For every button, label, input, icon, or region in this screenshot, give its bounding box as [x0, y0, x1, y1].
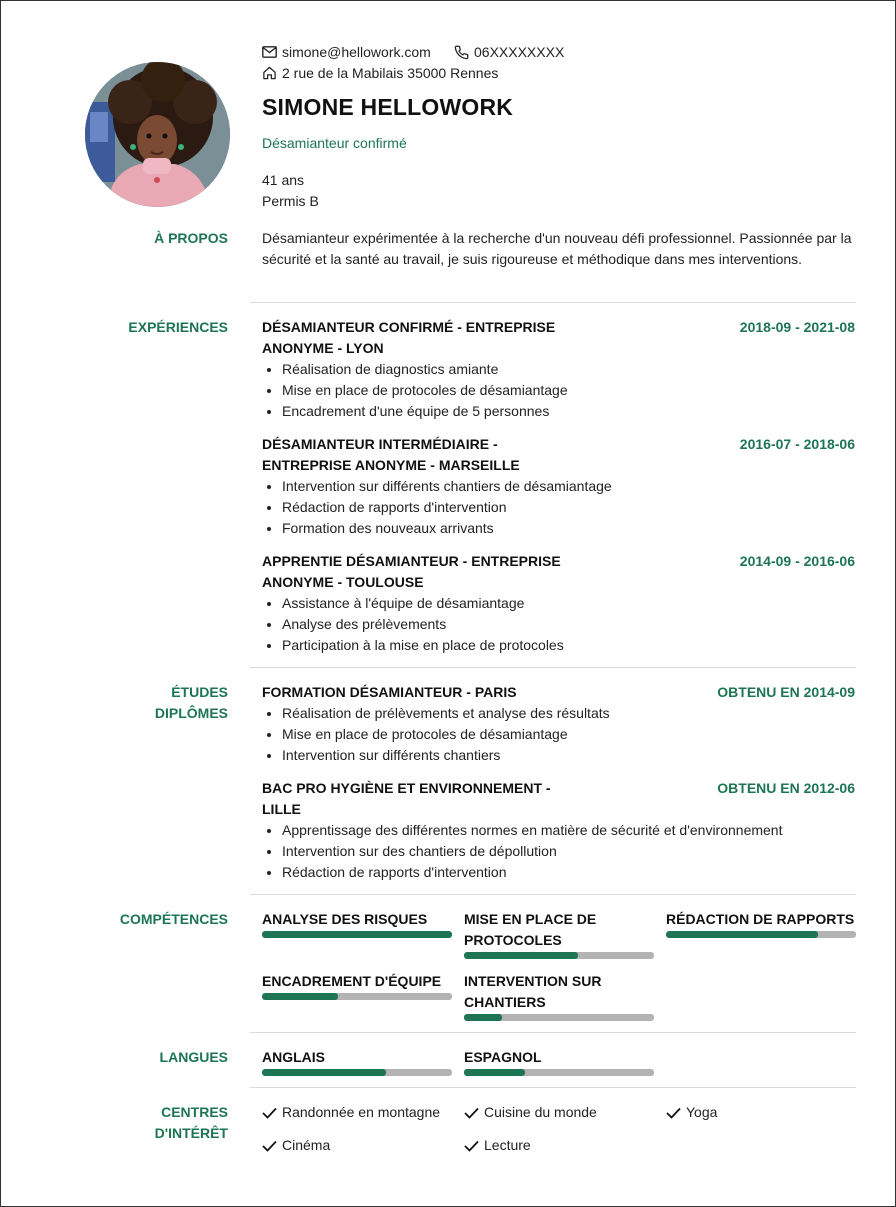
experience-title-line: ANONYME - TOULOUSE — [262, 574, 424, 590]
skill-name: INTERVENTION SUR — [464, 973, 602, 989]
skill-bar-fill — [464, 1014, 502, 1021]
interest-item — [464, 1135, 531, 1156]
language-name: ANGLAIS — [262, 1049, 325, 1065]
interest-label: Cuisine du monde — [484, 1104, 597, 1120]
education-bullets — [262, 703, 610, 766]
language-item — [464, 1047, 654, 1076]
divider — [250, 667, 856, 668]
education-date: OBTENU EN 2012-06 — [717, 780, 855, 796]
interests-label — [155, 1102, 228, 1144]
list-item: • Mise en place de protocoles de désamiantage — [282, 380, 568, 401]
skill-name: ENCADREMENT D'ÉQUIPE — [262, 973, 442, 989]
skill-name-line2: PROTOCOLES — [464, 932, 562, 948]
skill-name-line2: CHANTIERS — [464, 994, 546, 1010]
experience-title-line: ENTREPRISE ANONYME - MARSEILLE — [262, 457, 520, 473]
list-item: • Assistance à l'équipe de désamiantage — [282, 593, 564, 614]
education-title: FORMATION DÉSAMIANTEUR - PARIS — [262, 684, 517, 700]
skill-bar-fill — [666, 931, 818, 938]
language-name: ESPAGNOL — [464, 1049, 542, 1065]
interest-label: Yoga — [686, 1104, 718, 1120]
phone-icon — [454, 45, 469, 60]
skill-name: ANALYSE DES RISQUES — [262, 911, 428, 927]
interest-label: Randonnée en montagne — [282, 1104, 441, 1120]
list-item: • Rédaction de rapports d'intervention — [282, 497, 612, 518]
interest-item — [262, 1135, 330, 1156]
education-title-line: LILLE — [262, 801, 301, 817]
list-item: • Mise en place de protocoles de désamiantage — [282, 724, 610, 745]
envelope-icon — [262, 46, 277, 58]
language-item — [262, 1047, 452, 1076]
interest-item — [666, 1102, 717, 1123]
list-item: • Formation des nouveaux arrivants — [282, 518, 612, 539]
interest-label: Cinéma — [282, 1137, 331, 1153]
skill-name: MISE EN PLACE DE — [464, 911, 597, 927]
skill-name: RÉDACTION DE RAPPORTS — [666, 911, 855, 927]
experience-title — [262, 434, 520, 476]
address-text: 2 rue de la Mabilais 35000 Rennes — [282, 65, 499, 81]
skills-label: COMPÉTENCES — [119, 911, 228, 927]
about-text: Désamianteur expérimentée à la recherche d'un nouveau défi professionnel. Passionnée par la sécurité et la santé au travail, je suis rigoureuse et méthodique dans mes interventions. — [262, 230, 852, 267]
check-icon — [262, 1107, 277, 1119]
education-bullets — [262, 820, 782, 883]
list-item: • Encadrement d'une équipe de 5 personnes — [282, 401, 568, 422]
about-label: À PROPOS — [154, 230, 228, 246]
language-bar — [262, 1069, 452, 1076]
interest-label: Lecture — [484, 1137, 531, 1153]
skill-bar-fill — [262, 931, 452, 938]
language-bar-fill — [464, 1069, 525, 1076]
education-label-line: DIPLÔMES — [154, 705, 228, 721]
skill-bar — [464, 952, 654, 959]
job-title: Désamianteur confirmé — [262, 135, 407, 151]
skill-bar-fill — [262, 993, 338, 1000]
email-text: simone@hellowork.com — [282, 44, 431, 60]
experience-title-line: APPRENTIE DÉSAMIANTEUR - ENTREPRISE — [262, 553, 561, 569]
experience-title-line: DÉSAMIANTEUR CONFIRMÉ - ENTREPRISE — [262, 319, 556, 335]
age: 41 ans — [262, 172, 305, 188]
experience-bullets — [262, 359, 568, 422]
check-icon — [666, 1107, 681, 1119]
skill-item — [262, 971, 452, 1000]
list-item: • Réalisation de prélèvements et analyse des résultats — [282, 703, 610, 724]
contact-address — [262, 65, 498, 81]
skill-item — [262, 909, 452, 938]
interests-label-line: D'INTÉRÊT — [154, 1125, 228, 1141]
skill-bar — [464, 1014, 654, 1021]
candidate-name: SIMONE HELLOWORK — [262, 94, 514, 120]
skill-bar — [666, 931, 856, 938]
check-icon — [464, 1140, 479, 1152]
list-item: • Apprentissage des différentes normes en matière de sécurité et d'environnement — [282, 820, 782, 841]
list-item: • Intervention sur des chantiers de dépollution — [282, 841, 782, 862]
skill-item — [464, 909, 654, 959]
experience-dates: 2016-07 - 2018-06 — [739, 436, 855, 452]
driving-license: Permis B — [262, 193, 319, 209]
check-icon — [262, 1140, 277, 1152]
skill-bar — [262, 931, 452, 938]
interest-item — [262, 1102, 440, 1123]
phone-text: 06XXXXXXXX — [474, 44, 565, 60]
experiences-label: EXPÉRIENCES — [128, 319, 228, 335]
interest-item — [464, 1102, 597, 1123]
experience-title-line: DÉSAMIANTEUR INTERMÉDIAIRE - — [262, 436, 498, 452]
language-bar — [464, 1069, 654, 1076]
list-item: • Réalisation de diagnostics amiante — [282, 359, 568, 380]
skill-item — [666, 909, 856, 938]
experience-dates: 2014-09 - 2016-06 — [739, 553, 855, 569]
experience-title — [262, 317, 555, 359]
education-label-line: ÉTUDES — [171, 684, 228, 700]
contact-email — [262, 44, 431, 60]
divider — [250, 1032, 856, 1033]
skill-item — [464, 971, 654, 1021]
list-item: • Participation à la mise en place de protocoles — [282, 635, 564, 656]
profile-photo — [85, 62, 230, 207]
education-date: OBTENU EN 2014-09 — [717, 684, 855, 700]
languages-label: LANGUES — [159, 1049, 228, 1065]
home-icon — [262, 66, 277, 80]
divider — [250, 894, 856, 895]
list-item: • Rédaction de rapports d'intervention — [282, 862, 782, 883]
interests-label-line: CENTRES — [161, 1104, 228, 1120]
contact-phone — [454, 44, 564, 60]
experience-title — [262, 551, 561, 593]
skill-bar-fill — [464, 952, 578, 959]
list-item: • Analyse des prélèvements — [282, 614, 564, 635]
divider — [250, 302, 856, 303]
language-bar-fill — [262, 1069, 386, 1076]
skill-bar — [262, 993, 452, 1000]
education-label — [155, 682, 228, 724]
education-title-line: BAC PRO HYGIÈNE ET ENVIRONNEMENT - — [262, 780, 551, 796]
experience-title-line: ANONYME - LYON — [262, 340, 384, 356]
list-item: • Intervention sur différents chantiers — [282, 745, 610, 766]
check-icon — [464, 1107, 479, 1119]
education-title — [262, 778, 551, 820]
list-item: • Intervention sur différents chantiers de désamiantage — [282, 476, 612, 497]
experience-bullets — [262, 476, 612, 539]
divider — [250, 1087, 856, 1088]
experience-bullets — [262, 593, 564, 656]
experience-dates: 2018-09 - 2021-08 — [739, 319, 855, 335]
